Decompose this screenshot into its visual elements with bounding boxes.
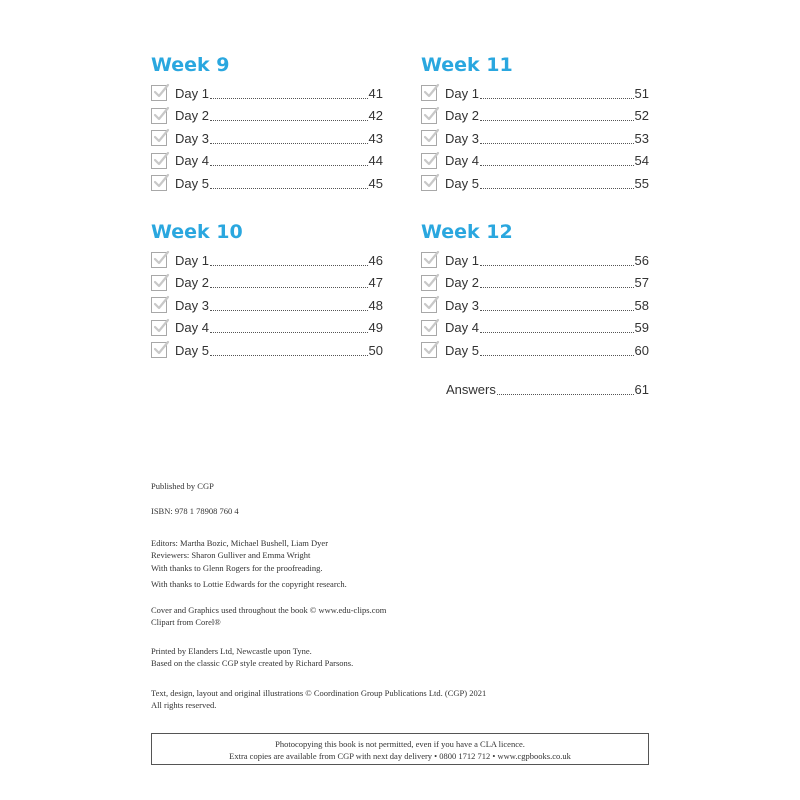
day-label: Day 3 xyxy=(175,297,209,313)
copyright-notice: Text, design, layout and original illustrations © Coordination Group Publications Ltd. (CGP) 2021 xyxy=(151,688,487,698)
imprint-published xyxy=(151,480,214,492)
checkbox-tick-icon[interactable] xyxy=(421,175,437,191)
clipart-credit: Clipart from Corel® xyxy=(151,617,221,627)
page-number: 60 xyxy=(634,342,649,358)
checkbox-tick-icon[interactable] xyxy=(421,342,437,358)
checkbox-tick-icon[interactable] xyxy=(151,85,167,101)
day-label: Day 4 xyxy=(445,320,479,336)
day-list xyxy=(421,249,649,362)
day-entry xyxy=(421,339,649,362)
week-title: Week 9 xyxy=(151,54,230,76)
day-label: Day 4 xyxy=(175,153,209,169)
page-number: 48 xyxy=(368,297,383,313)
page-number: 57 xyxy=(634,275,649,291)
day-label: Day 3 xyxy=(445,130,479,146)
day-entry xyxy=(151,339,383,362)
day-label: Day 5 xyxy=(175,342,209,358)
day-entry xyxy=(151,294,383,317)
editors: Editors: Martha Bozic, Michael Bushell, Liam Dyer xyxy=(151,538,329,548)
imprint-thanks-1 xyxy=(151,562,323,574)
day-label: Day 2 xyxy=(445,108,479,124)
day-entry xyxy=(421,82,649,105)
checkbox-tick-icon[interactable] xyxy=(421,252,437,268)
imprint-graphics xyxy=(151,604,386,628)
checkbox-tick-icon[interactable] xyxy=(421,275,437,291)
day-entry xyxy=(151,150,383,173)
day-label: Day 1 xyxy=(445,85,479,101)
day-entry xyxy=(151,105,383,128)
day-list xyxy=(421,82,649,195)
printed-by: Printed by Elanders Ltd, Newcastle upon Tyne. xyxy=(151,646,312,656)
day-label: Day 5 xyxy=(175,175,209,191)
style-credit: Based on the classic CGP style created by Richard Parsons. xyxy=(151,658,354,668)
dot-leader xyxy=(480,322,634,333)
dot-leader xyxy=(480,155,634,166)
dot-leader xyxy=(210,255,368,266)
dot-leader xyxy=(210,133,368,144)
day-entry xyxy=(421,172,649,195)
checkbox-tick-icon[interactable] xyxy=(151,275,167,291)
dot-leader xyxy=(210,322,368,333)
day-list xyxy=(151,82,383,195)
day-entry xyxy=(151,317,383,340)
day-label: Day 2 xyxy=(175,275,209,291)
reviewers: Reviewers: Sharon Gulliver and Emma Wright xyxy=(151,550,311,560)
day-label: Day 1 xyxy=(445,252,479,268)
page-number: 55 xyxy=(634,175,649,191)
checkbox-tick-icon[interactable] xyxy=(421,130,437,146)
isbn: ISBN: 978 1 78908 760 4 xyxy=(151,506,239,516)
checkbox-tick-icon[interactable] xyxy=(151,108,167,124)
dot-leader xyxy=(210,155,368,166)
page-number: 47 xyxy=(368,275,383,291)
checkbox-tick-icon[interactable] xyxy=(151,342,167,358)
dot-leader xyxy=(210,300,368,311)
dot-leader xyxy=(210,277,368,288)
checkbox-tick-icon[interactable] xyxy=(421,320,437,336)
dot-leader xyxy=(480,88,634,99)
checkbox-tick-icon[interactable] xyxy=(421,297,437,313)
week-title: Week 11 xyxy=(421,54,513,76)
imprint-printer xyxy=(151,645,353,669)
copyright-research-thanks: With thanks to Lottie Edwards for the copyright research. xyxy=(151,579,347,589)
page-number: 56 xyxy=(634,252,649,268)
cover-credit: Cover and Graphics used throughout the book © www.edu-clips.com xyxy=(151,605,387,615)
dot-leader xyxy=(480,255,634,266)
day-entry xyxy=(151,82,383,105)
extra-copies-notice: Extra copies are available from CGP with next day delivery • 0800 1712 712 • www.cgpbooks.co.uk xyxy=(229,751,571,761)
dot-leader xyxy=(480,178,634,189)
checkbox-tick-icon[interactable] xyxy=(421,108,437,124)
week-12-section xyxy=(421,219,649,362)
dot-leader xyxy=(210,88,368,99)
day-entry xyxy=(421,105,649,128)
day-entry xyxy=(421,127,649,150)
day-entry xyxy=(151,272,383,295)
page-number: 54 xyxy=(634,153,649,169)
photocopy-notice-box xyxy=(151,733,649,765)
dot-leader xyxy=(480,300,634,311)
checkbox-tick-icon[interactable] xyxy=(151,130,167,146)
checkbox-tick-icon[interactable] xyxy=(151,175,167,191)
week-10-section xyxy=(151,219,383,362)
day-label: Day 5 xyxy=(445,175,479,191)
dot-leader xyxy=(480,277,634,288)
checkbox-tick-icon[interactable] xyxy=(421,85,437,101)
day-label: Day 4 xyxy=(175,320,209,336)
page-number: 51 xyxy=(634,85,649,101)
checkbox-tick-icon[interactable] xyxy=(151,153,167,169)
page-number: 41 xyxy=(368,85,383,101)
answers-label: Answers xyxy=(446,381,496,397)
answers-page-number: 61 xyxy=(634,381,649,397)
week-title: Week 10 xyxy=(151,221,243,243)
page-number: 45 xyxy=(368,175,383,191)
page-number: 50 xyxy=(368,342,383,358)
dot-leader xyxy=(210,178,368,189)
rights-reserved: All rights reserved. xyxy=(151,700,217,710)
day-label: Day 5 xyxy=(445,342,479,358)
page-number: 49 xyxy=(368,320,383,336)
page-number: 53 xyxy=(634,130,649,146)
imprint-isbn xyxy=(151,505,239,517)
week-title: Week 12 xyxy=(421,221,513,243)
dot-leader xyxy=(210,110,368,121)
day-entry xyxy=(151,172,383,195)
day-label: Day 2 xyxy=(175,108,209,124)
page-number: 44 xyxy=(368,153,383,169)
day-entry xyxy=(151,127,383,150)
day-label: Day 1 xyxy=(175,85,209,101)
week-9-section xyxy=(151,52,383,195)
day-entry xyxy=(421,272,649,295)
page-number: 42 xyxy=(368,108,383,124)
imprint-copyright xyxy=(151,687,486,711)
week-11-section xyxy=(421,52,649,195)
day-list xyxy=(151,249,383,362)
day-label: Day 3 xyxy=(175,130,209,146)
page-number: 52 xyxy=(634,108,649,124)
checkbox-tick-icon[interactable] xyxy=(151,297,167,313)
imprint-thanks-2 xyxy=(151,578,347,590)
dot-leader xyxy=(497,384,634,395)
published-by: Published by CGP xyxy=(151,481,214,491)
answers-entry xyxy=(446,378,649,401)
day-entry xyxy=(151,249,383,272)
dot-leader xyxy=(480,110,634,121)
page-number: 46 xyxy=(368,252,383,268)
dot-leader xyxy=(480,345,634,356)
day-entry xyxy=(421,294,649,317)
day-entry xyxy=(421,317,649,340)
checkbox-tick-icon[interactable] xyxy=(151,252,167,268)
dot-leader xyxy=(480,133,634,144)
checkbox-tick-icon[interactable] xyxy=(151,320,167,336)
day-label: Day 3 xyxy=(445,297,479,313)
day-label: Day 1 xyxy=(175,252,209,268)
day-entry xyxy=(421,150,649,173)
page-number: 43 xyxy=(368,130,383,146)
checkbox-tick-icon[interactable] xyxy=(421,153,437,169)
page-number: 59 xyxy=(634,320,649,336)
proofreading-thanks: With thanks to Glenn Rogers for the proofreading. xyxy=(151,563,323,573)
dot-leader xyxy=(210,345,368,356)
page-number: 58 xyxy=(634,297,649,313)
day-entry xyxy=(421,249,649,272)
day-label: Day 4 xyxy=(445,153,479,169)
day-label: Day 2 xyxy=(445,275,479,291)
imprint-credits xyxy=(151,537,328,561)
photocopy-notice: Photocopying this book is not permitted, even if you have a CLA licence. xyxy=(275,739,525,749)
